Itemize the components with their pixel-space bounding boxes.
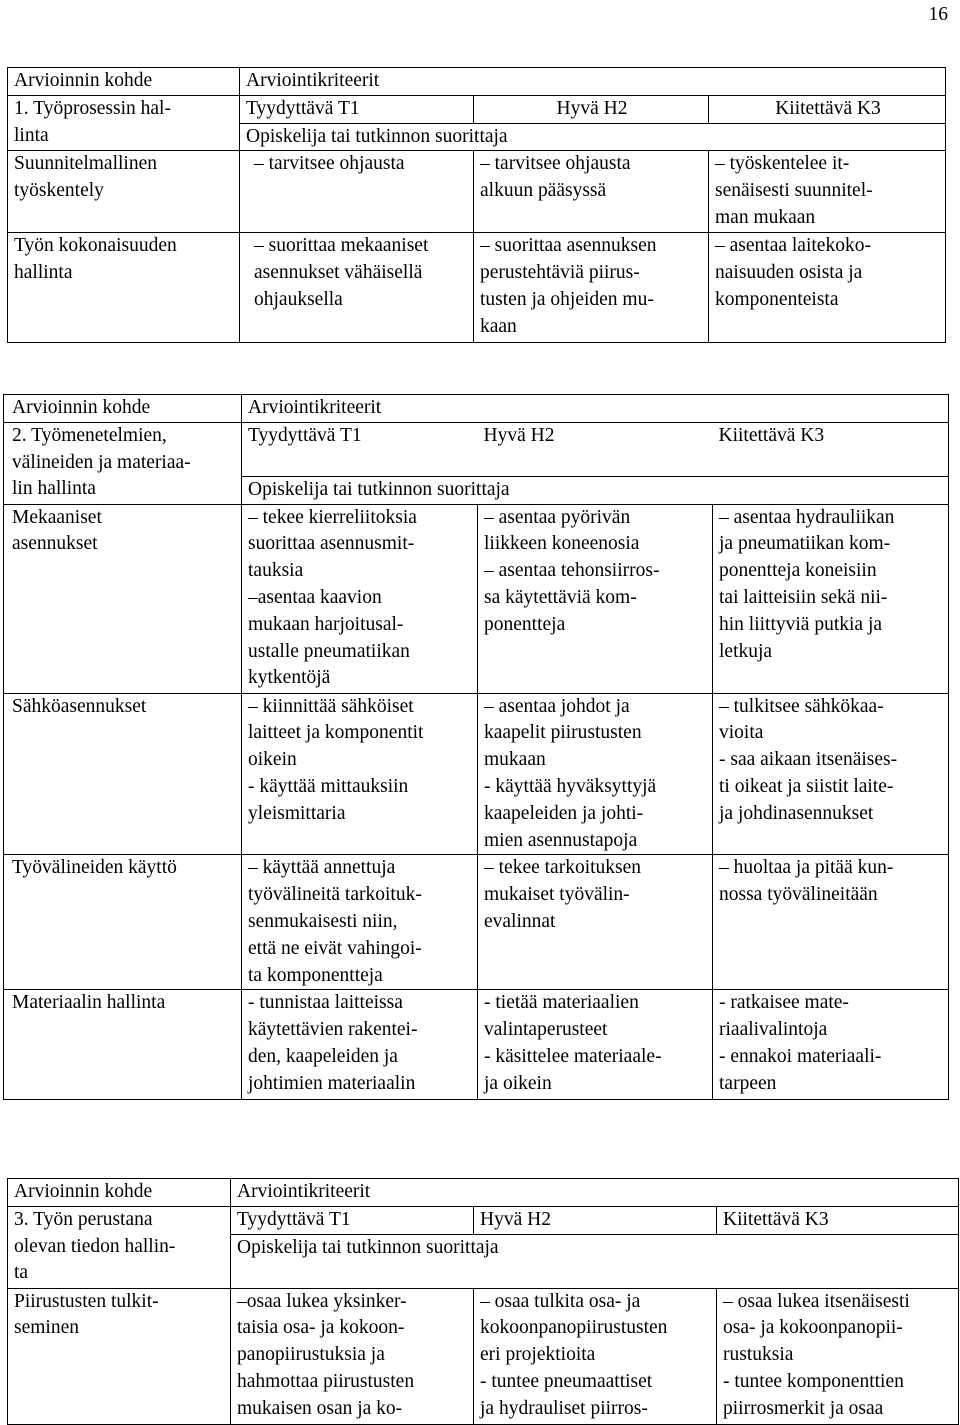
level-k3: Kiitettävä K3 [709,95,946,123]
assessment-target-header: Arvioinnin kohde [8,68,240,96]
level-t1: Tyydyttävä T1 [242,422,478,476]
criterion-t1: - tunnistaa laitteissa käytettävien rakentei- den, kaapeleiden ja johtimien materiaalin [242,990,478,1100]
criterion-h2: – tarvitsee ohjausta alkuun pääsyssä [474,151,709,233]
level-k3: Kiitettävä K3 [717,1206,959,1234]
level-t1: Tyydyttävä T1 [231,1206,474,1234]
criterion-t1: – kiinnittää sähköiset laitteet ja komponentit oikein - käyttää mittauksiin yleismittaria [242,693,478,855]
criterion-k3: – tulkitsee sähkökaa- vioita - saa aikaan itsenäises- ti oikeat ja siistit laite- ja johdinasennukset [713,693,949,855]
performer-label: Opiskelija tai tutkinnon suorittaja [240,123,946,151]
criterion-h2: – asentaa pyörivän liikkeen koneenosia – asentaa tehonsiirros- sa käytettäviä kom- ponentteja [478,504,713,693]
criterion-t1: – käyttää annettuja työvälineitä tarkoituk- senmukaisesti niin, että ne eivät vahingoi- ta komponentteja [242,855,478,990]
section-title: 1. Työprosessin hal- linta [8,95,240,151]
assessment-table-1 [7,67,946,343]
criterion-h2: – tekee tarkoituksen mukaiset työvälin- evalinnat [478,855,713,990]
section-title: 3. Työn perustana olevan tiedon hallin- ta [8,1206,231,1288]
row-label: Työvälineiden käyttö [4,855,242,990]
row-label: Materiaalin hallinta [4,990,242,1100]
criteria-header: Arviointikriteerit [231,1179,959,1207]
criterion-h2: – osaa tulkita osa- ja kokoonpanopiirustusten eri projektioita - tuntee pneumaattiset ja hydrauliset piirros- [474,1288,717,1424]
criterion-h2: - tietää materiaalien valintaperusteet - käsittelee materiaale- ja oikein [478,990,713,1100]
assessment-target-header: Arvioinnin kohde [4,395,242,423]
criteria-header: Arviointikriteerit [240,68,946,96]
criterion-k3: – asentaa hydrauliikan ja pneumatiikan kom- ponentteja koneisiin tai laitteisiin sekä nii- hin liittyviä putkia ja letkuja [713,504,949,693]
criterion-t1: –osaa lukea yksinker- taisia osa- ja kokoon- panopiirustuksia ja hahmottaa piirustusten mukaisen osan ja ko- [231,1288,474,1424]
row-label: Sähköasennukset [4,693,242,855]
criterion-h2: – asentaa johdot ja kaapelit piirustusten mukaan - käyttää hyväksyttyjä kaapeleiden ja johti- mien asennustapoja [478,693,713,855]
row-label: Työn kokonaisuuden hallinta [8,233,240,343]
criterion-h2: – suorittaa asennuksen perustehtäviä piirus- tusten ja ohjeiden mu- kaan [474,233,709,343]
section-title: 2. Työmenetelmien, välineiden ja materiaa- lin hallinta [4,422,242,504]
criterion-t1: – tekee kierreliitoksia suorittaa asennusmit- tauksia –asentaa kaavion mukaan harjoitusal- ustalle pneumatiikan kytkentöjä [242,504,478,693]
level-t1: Tyydyttävä T1 [240,95,474,123]
criterion-k3: – asentaa laitekoko- naisuuden osista ja komponenteista [709,233,946,343]
assessment-target-header: Arvioinnin kohde [8,1179,231,1207]
criterion-k3: - ratkaisee mate- riaalivalintoja - ennakoi materiaali- tarpeen [713,990,949,1100]
criterion-k3: – huoltaa ja pitää kun- nossa työvälineitään [713,855,949,990]
criterion-k3: – työskentelee it- senäisesti suunnitel- man mukaan [709,151,946,233]
level-h2: Hyvä H2 [474,95,709,123]
assessment-table-3 [7,1178,959,1425]
performer-label: Opiskelija tai tutkinnon suorittaja [231,1234,959,1288]
level-h2: Hyvä H2 [478,422,713,476]
level-k3: Kiitettävä K3 [713,422,949,476]
criterion-t1: – suorittaa mekaaniset asennukset vähäisellä ohjauksella [240,233,474,343]
criteria-header: Arviointikriteerit [242,395,949,423]
row-label: Piirustusten tulkit- seminen [8,1288,231,1424]
assessment-table-2 [3,394,949,1100]
row-label: Mekaaniset asennukset [4,504,242,693]
level-h2: Hyvä H2 [474,1206,717,1234]
performer-label: Opiskelija tai tutkinnon suorittaja [242,476,949,504]
page-number: 16 [928,4,948,25]
criterion-t1: – tarvitsee ohjausta [240,151,474,233]
row-label: Suunnitelmallinen työskentely [8,151,240,233]
criterion-k3: – osaa lukea itsenäisesti osa- ja kokoonpanopii- rustuksia - tuntee komponenttien piirrosmerkit ja osaa [717,1288,959,1424]
